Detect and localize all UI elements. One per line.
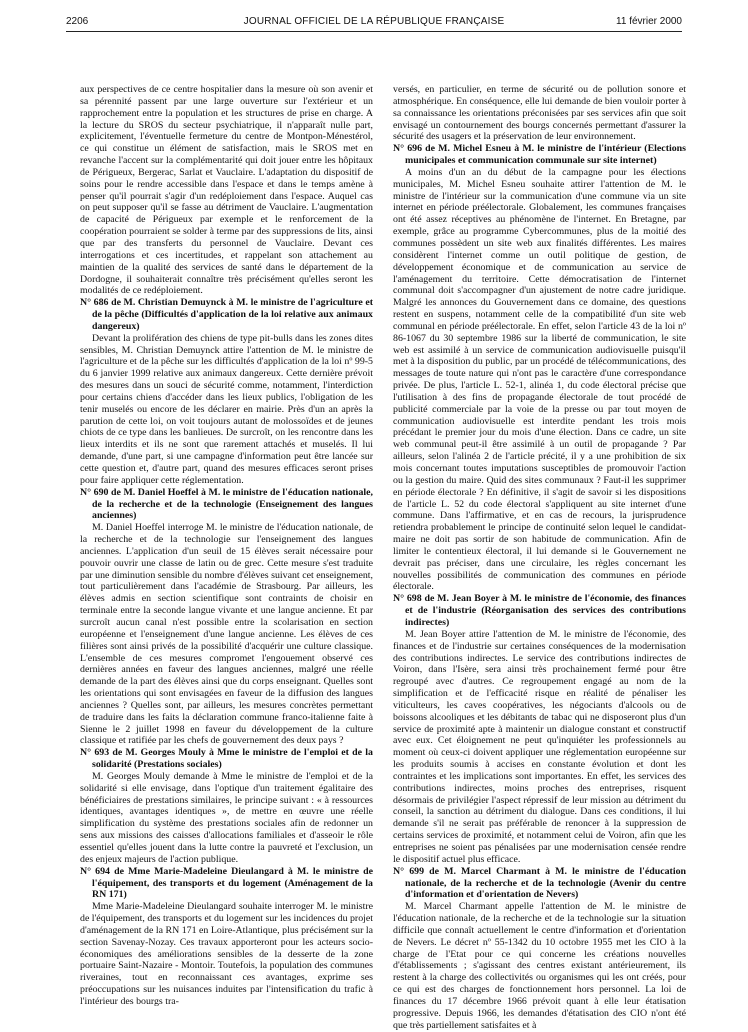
question-696-number: N° 696 [393, 143, 423, 155]
question-699-title: de M. Marcel Charmant à M. le ministre de l'éducation nationale, de la recherche et de la technologie (Avenir du centre d'information et d'orientation de Nevers) [405, 865, 687, 901]
question-690-title: de M. Daniel Hoeffel à M. le ministre de l'éducation nationale, de la recherche et de la technologie (Enseignement des langues anciennes) [92, 486, 374, 522]
question-699-heading [393, 866, 686, 902]
question-693-title: de M. Georges Mouly à Mme le ministre de l'emploi et de la solidarité (Prestations sociales) [92, 747, 373, 771]
header-rule [66, 31, 682, 32]
left-column [80, 84, 374, 1007]
question-693-body: M. Georges Mouly demande à Mme le ministre de l'emploi et de la solidarité si elle envisage, dans l'optique d'un traitement égalitaire des bénéficiaires de prestations similaires, le principe suivant : « à ressources identiques, avantages identiques », de mettre en œuvre une réelle simplification du système des prestations sociales afin de redonner un sens aux missions des caisses d'allocations familiales et d'asseoir le rôle essentiel qu'elles jouent dans la lutte contre la pauvreté et l'exclusion, un des enjeux majeurs de l'action publique. [80, 770, 373, 865]
question-694-title: de Mme Marie-Madeleine Dieulangard à M. le ministre de l'équipement, des transports et du logement (Aménagement de la RN 171) [92, 865, 373, 901]
question-698-body: M. Jean Boyer attire l'attention de M. le ministre de l'économie, des finances et de l'industrie sur certaines conséquences de la modernisation des contributions indirectes. Le service des contributions indirectes de Voiron, dans l'Isère, sera ainsi très prochainement fermé pour être regroupé avec d'autres. Ce regroupement engagé au nom de la simplification et de l'efficacité risque en réalité de pénaliser les viticulteurs, les caves coopératives, les négociants d'alcools ou de boissons alcooliques et les débitants de tabac qui ne disposeront plus d'un service de proximité apte à maintenir un dialogue constant et constructif avec eux. Cet éloignement ne peut qu'inquiéter les professionnels au moment où ceux-ci doivent appliquer une réglementation européenne sur les produits soumis à accises en constante évolution et dont les contraintes et les implications sont importantes. En effet, les services des contributions indirectes, moins proches des entreprises, risquent désormais de privilégier l'aspect répressif de leur mission au détriment du conseil, la sanction au détriment du dialogue. Dans ces conditions, il lui demande s'il ne serait pas préférable de renoncer à la suppression de certains services de proximité, et notamment celui de Voiron, afin que les entreprises ne soient pas pénalisées par une modernisation censée rendre le dispositif actuel plus efficace. [393, 628, 686, 865]
question-696-heading [393, 143, 686, 167]
issue-date: 11 février 2000 [616, 16, 682, 27]
question-696-body: A moins d'un an du début de la campagne pour les élections municipales, M. Michel Esneu souhaite attirer l'attention de M. le ministre de l'intérieur sur la communication d'une commune via un site internet en période préélectorale. Globalement, les communes françaises ont été assez réceptives au phénomène de l'internet. En Bretagne, par exemple, grâce au programme Cybercommunes, plus de la moitié des communes possèdent un site web aux finalités différentes. Les maires considèrent l'internet comme un outil politique de gestion, de développement économique et de communication au service de l'aménagement du territoire. Cette démocratisation de l'internet communal doit s'accompagner d'un ajustement de notre cadre juridique. Malgré les annonces du Gouvernement dans ce domaine, des questions restent en suspens, notamment celle de la compatibilité d'un site web communal en période préélectorale. En effet, selon l'article 43 de la loi nº 86-1067 du 30 septembre 1986 sur la liberté de communication, le site web est assimilé à un service de communication audiovisuelle puisqu'il met à la disposition du public, par un procédé de télécommunications, des messages de toute nature qui n'ont pas le caractère d'une correspondance privée. De plus, l'article L. 52-1, alinéa 1, du code électoral précise que l'utilisation à des fins de propagande électorale de tout procédé de publicité commerciale par la voie de la presse ou par tout moyen de communication audiovisuelle est interdite pendant les trois mois précédant le premier jour du mois d'une élection. Dans ce cadre, un site web communal peut-il être assimilé à un outil de propagande ? Par ailleurs, selon l'alinéa 2 de l'article précité, il y a une prohibition de six mois concernant toutes imputations susceptibles de promouvoir l'action ou la gestion du maire. Quid des sites communaux ? Faut-il les supprimer en période électorale ? En définitive, il s'agit de savoir si les dispositions de l'article L. 52 du code électoral s'appliquent au site internet d'une commune. Dans l'affirmative, et en cas de recours, la jurisprudence retiendra probablement le principe de continuité selon lequel le candidat-maire ne doit pas sortir de son habitude de communication. Afin de limiter le contentieux électoral, il lui demande si le Gouvernement ne devrait pas préciser, dans une circulaire, les règles concernant les nouvelles possibilités de communication des communes en période électorale. [393, 166, 686, 593]
question-698-heading [393, 593, 686, 629]
question-686-number: N° 686 [80, 297, 109, 309]
journal-title: JOURNAL OFFICIEL DE LA RÉPUBLIQUE FRANÇAISE [243, 16, 505, 27]
question-699-body: M. Marcel Charmant appelle l'attention de M. le ministre de l'éducation nationale, de la recherche et de la technologie sur la situation difficile que connaît actuellement le centre d'information et d'orientation de Nevers. Le décret nº 55-1342 du 10 octobre 1955 met les CIO à la charge de l'Etat pour ce qui concerne les créations nouvelles d'établissements ; s'agissant des centres existant antérieurement, ils restent à la charge des collectivités ou organismes qui les ont créés, pour ce qui est des charges de fonctionnement hors personnel. La loi de finances du 17 décembre 1966 prévoit quant à elle leur étatisation progressive. Depuis 1966, les demandes d'étatisation des CIO n'ont été que très partiellement satisfaites et à [393, 901, 686, 1031]
question-694-body: Mme Marie-Madeleine Dieulangard souhaite interroger M. le ministre de l'équipement, des transports et du logement sur les incidences du projet d'aménagement de la RN 171 en Loire-Atlantique, plus précisément sur la section Savenay-Nozay. Ces travaux apporteront pour les acteurs socio-économiques des améliorations sensibles de la desserte de la zone portuaire Saint-Nazaire - Montoir. Toutefois, la population des communes riveraines, tout en reconnaissant ces avantages, exprime ses préoccupations sur les nuisances induites par l'intensification du trafic à l'intérieur des bourgs tra- [80, 901, 374, 1007]
page-header [66, 16, 682, 32]
question-698-title: de M. Jean Boyer à M. le ministre de l'économie, des finances et de l'industrie (Réorganisation des services des contributions indirectes) [405, 593, 686, 628]
question-693-number: N° 693 [80, 747, 110, 759]
question-693-heading [80, 747, 373, 771]
question-694-heading [80, 866, 373, 902]
question-686-title: de M. Christian Demuynck à M. le ministre de l'agriculture et de la pêche (Difficultés d'application de la loi relative aux animaux dangereux) [92, 297, 373, 332]
question-686-heading [80, 297, 373, 333]
continuation-text: versés, en particulier, en terme de sécurité ou de pollution sonore et atmosphérique. En conséquence, elle lui demande de bien vouloir porter à sa connaissance les orientations préconisées par ses services afin que soit envisagé un contournement des bourgs concernés permettant d'assurer la sécurité des usagers et la préservation de leur environnement. [393, 84, 686, 143]
question-686-body: Devant la prolifération des chiens de type pit-bulls dans les zones dites sensibles, M. Christian Demuynck attire l'attention de M. le ministre de l'agriculture et de la pêche sur les difficultés d'application de la loi nº 99-5 du 6 janvier 1999 relative aux animaux dangereux. Cette dernière prévoit des mesures dans un souci de sécurité comme, notamment, l'interdiction pour certains chiens d'accéder dans les lieux publics, l'obligation de les tenir muselés ou encore de les déclarer en mairie. Près d'un an après la parution de cette loi, on voit toujours autant de molossoïdes et de jeunes chiots de ce type dans les banlieues. De surcroît, on les rencontre dans les lieux interdits et ils ne sont que rarement attachés et muselés. Il lui demande, d'une part, si une campagne d'information peut être lancée sur cette question et, d'autre part, quand des mesures efficaces seront prises pour faire appliquer cette réglementation. [80, 332, 373, 486]
question-694-number: N° 694 [80, 865, 110, 877]
page-number: 2206 [66, 16, 89, 27]
continuation-text: aux perspectives de ce centre hospitalier dans la mesure où son avenir et sa pérennité passent par une large ouverture sur l'extérieur et un rapprochement entre la population et les structures de prise en charge. A la lecture du SROS du secteur psychiatrique, il n'apparaît nulle part, explicitement, l'éventuelle fermeture du centre de Montpon-Ménestérol, ce qui constitue un élément de satisfaction, mais le SROS met en revanche l'accent sur la complémentarité qui doit jouer entre les hôpitaux de Périgueux, Bergerac, Sarlat et Vauclaire. L'adaptation du dispositif de soins pour le rendre accessible dans l'espace et dans le temps amène à penser qu'il pourrait s'agir d'un redéploiement dans l'espace. Auquel cas on peut supposer qu'il se fasse au détriment de Vauclaire. L'augmentation de capacité de Périgueux par exemple et le renforcement de la coopération pourraient se solder à terme par des suppressions de lits, ainsi que par des transferts du personnel de Vauclaire. Devant ces interrogations et ces incertitudes, et rappelant son attachement au maintien de la qualité des services de santé dans le département de la Dordogne, il souhaiterait connaître très précisément qu'elles seront les modalités de ce redéploiement. [80, 84, 373, 297]
right-column [393, 84, 687, 1031]
question-696-title: de M. Michel Esneu à M. le ministre de l'intérieur (Elections municipales et communication communale sur site internet) [405, 143, 686, 167]
question-699-number: N° 699 [393, 865, 425, 877]
question-690-number: N° 690 [80, 486, 109, 498]
question-690-body: M. Daniel Hoeffel interroge M. le ministre de l'éducation nationale, de la recherche et de la technologie sur l'enseignement des langues anciennes. L'application d'un seuil de 15 élèves serait nécessaire pour pouvoir ouvrir une classe de latin ou de grec. Cette mesure s'est traduite par une diminution sensible du nombre d'élèves suivant cet enseignement, tout particulièrement dans l'académie de Strasbourg. Par ailleurs, les élèves admis en section scientifique sont contraints de choisir en terminale entre la seconde langue vivante et une langue ancienne. Et par surcroît aucun canal n'est possible entre la scolarisation en section européenne et l'enseignement d'une langue ancienne. Les élèves de ces filières sont ainsi privés de la possibilité d'acquérir une culture classique. L'ensemble de ces mesures compromet l'engouement observé ces dernières années en faveur des langues anciennes, malgré une réelle demande de la part des élèves ainsi que du corps enseignant. Quelles sont les orientations qui sont envisagées en faveur de la diffusion des langues anciennes ? Quelles sont, par ailleurs, les mesures concrètes permettant de traduire dans les faits la déclaration commune franco-italienne faite à Sienne le 2 juillet 1998 en faveur du développement de la culture classique et ratifiée par les chefs de gouvernement des deux pays ? [80, 522, 373, 747]
question-690-heading [80, 487, 373, 523]
question-698-number: N° 698 [393, 593, 422, 605]
